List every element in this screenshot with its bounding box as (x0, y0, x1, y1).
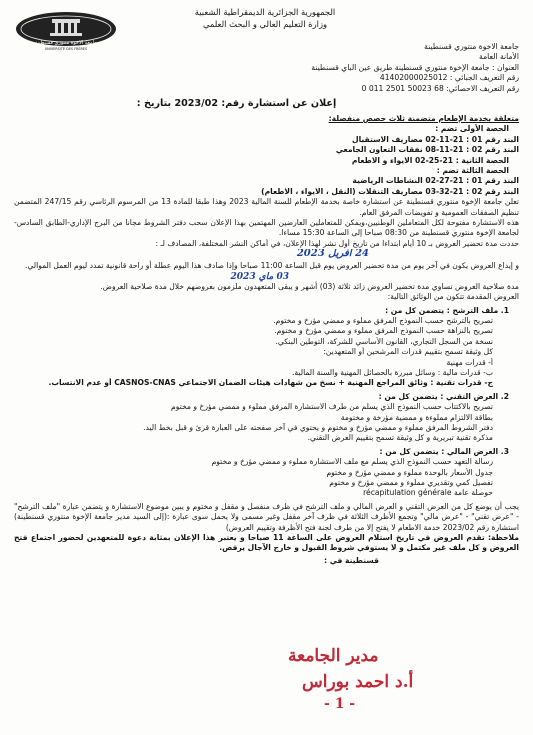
republic-heading: الجمهورية الجزائرية الديمقراطية الشعبية (194, 7, 336, 17)
org-stat-id: رقم التعريف الاحصائي: 68 50023 2501 011 0 (361, 83, 519, 93)
closing-note: ملاحظة: تقدم العروض في تاريخ استلام العروض على الساعة 11 صباحا و يعتبر هذا الإعلان بمثابة دعوة للمتعهدين لحضور اجتماع فتح العروض و كل ملف غير مكتمل و لا يستوفي شروط القبول و خارج الآجال يرفض. (14, 533, 519, 553)
lot-1-item-1: البند رقم 01 : 21-11-02 مصاريف الاستقبال (351, 134, 519, 144)
letterhead (150, 6, 380, 30)
paragraph-documents-intro: العروض المقدمة تتكون من الوثائق التالية: (387, 292, 519, 302)
svg-text:جامعة الاخوة منتوري قسنطينة: جامعة الاخوة منتوري قسنطينة (34, 40, 98, 46)
paragraph-duration: حددت مدة تحضير العروض بـ 10 أيام ابتداءا من تاريخ أول نشر لهذا الإعلان، في أماكن النشر المختلفة، المصادف لـ : (155, 238, 519, 248)
svg-text:UNIVERSITÉ DES FRÈRES: UNIVERSITÉ DES FRÈRES (44, 47, 88, 51)
candidature-item: ج- قدرات تقنية : وثائق المراجع المهنية + نسخ من شهادات هيئات الضمان الاجتماعي CASNOS-CNAS أو عدم الانتساب. (48, 378, 493, 388)
director-stamp (288, 646, 428, 726)
paragraph-validity: مدة صلاحية العروض تساوي مدة تحضير العروض زائد ثلاثة (03) أشهر و يبقى المتعهدون ملزمون بعروضهم خلال مدة صلاحية العروض. (100, 281, 519, 291)
lot-3-item-2: البند رقم 02 : 21-32-03 مصاريف التنقلات (النقل ، الايواء ، الاطعام) (261, 186, 519, 196)
financial-item: تفصيل كمي وتقديري مملوء و ممضي مؤرخ و مختوم (329, 478, 493, 487)
lot-1-label: الحصة الأولى تضم : (435, 124, 509, 134)
paragraph-open-consultation: هذه الاستشارة مفتوحة لكل المتعاملين الوطنيين،ويمكن للمتعاملين العارضين المهتمين بهذا الإعلان سحب دفتر الشروط مجانا من البرج الإداري-الطابق السادس- لجامعة الإخوة منتوري قسنطينة من 08:30 صباحا إلى الساعة 15:30 مساءا. (14, 218, 519, 238)
lot-3-label: الحصة الثالثة تضم : (436, 166, 509, 176)
lot-3-item-1: البند رقم 01 : 21-27-02 النشاطات الرياضية (352, 176, 519, 186)
org-secretariat: الأمانة العامة (479, 52, 519, 62)
handwritten-first-publication-date: 24 أفريل 2023 (296, 249, 369, 260)
lot-1-item-2: البند رقم 02 : 21-11-08 نفقات التعاون الجامعي (335, 145, 519, 155)
technical-item: تصريح بالاكتتاب حسب النموذج الذي يسلم من طرف الاستشارة المرفق مملوء و ممضي مؤرخ و مختوم (171, 402, 493, 412)
section-financial-title: 3. العرض المالي : يتضمن كل من : (379, 446, 509, 456)
signature-place-date: قسنطينة في : (324, 555, 379, 565)
candidature-item: أ- قدرات مهنية (446, 357, 493, 367)
candidature-item: نسخة من السجل التجاري، القانون الأساسي للشركة، التوطين البنكي. (275, 336, 493, 346)
lot-2-label: الحصة الثانية : 21-25-02 الايواء و الاطعام (351, 155, 509, 165)
technical-item: دفتر الشروط المرفق مملوء و ممضي مؤرخ و مختوم و يحتوي في آخر صفحته على العبارة قرئ و قبل بخط اليد. (143, 422, 493, 432)
section-candidature-title: 1. ملف الترشح : يتضمن كل من : (385, 305, 509, 315)
paragraph-intro: تعلن جامعة الإخوة منتوري قسنطينة عن استشارة خاصة بخدمة الإطعام للسنة المالية 2023 وهذا طبقا للمادة 13 من المرسوم الرئاسي رقم 247/15 المتضمن تنظيم الصفقات العمومية و تفويضات المرفق العام. (14, 197, 520, 217)
financial-item: جدول الأسعار بالوحدة مملوء و ممضي مؤرخ و مختوم (326, 467, 493, 477)
subject-line: متعلقة بخدمة الإطعام متضمنة ثلاث حصص منفصلة: (328, 114, 519, 123)
candidature-item: ب- قدرات مالية : وسائل مبررة بالحصائل المهنية والسنة المالية. (292, 367, 493, 377)
org-address: العنوان : جامعة الإخوة منتوري قسنطينة طريق عين الباي قسنطينة (311, 62, 519, 72)
announcement-title: إعلان عن استشارة رقم: 2023/02 بتاريخ : (136, 98, 337, 109)
org-name: جامعة الاخوة منتوري قسنطينة (424, 42, 519, 51)
technical-item: مذكرة تقنية تبريرية و كل وثيقة تسمح بتقييم العرض التقني. (307, 433, 493, 443)
financial-item: حوصلة عامة récapitulation générale (363, 488, 493, 498)
handwritten-deposit-row (14, 272, 519, 282)
handwritten-deposit-date: 03 ماي 2023 (230, 271, 289, 282)
candidature-item: تصريح بالنزاهة حسب النموذج المرفق مملوء و ممضي مؤرخ و مختوم. (274, 326, 493, 336)
stamp-page-number: - 1 - (324, 696, 356, 712)
closing-envelope-instructions: يجب أن يوضع كل من العرض التقني و العرض المالي و ملف الترشح في ظرف منفصل و مقفل و مختوم و يبين موضوع الاستشارة و يتضمن عبارة "ملف الترشح" - "عرض تقني" - "عرض مالي" وتجمع الأظرف الثلاثة في ظرف آخر مقفل وغير مسمى ولا يحمل سوى عبارة :(إلى السيد مدير جامعة الإخوة منتوري قسنطينة) استشارة رقم 2023/02 خدمة الاطعام لا يفتح إلا من طرف لجنة فتح الأظرفة وتقييم العروض) (14, 501, 519, 532)
technical-item: بطاقة الالتزام مملوءة و ممضية مؤرخة و مختومة (340, 412, 493, 422)
candidature-item: كل وثيقة تسمح بتقييم قدرات المرشحين أو المتعهدين: (323, 347, 493, 357)
paragraph-deposit: و إيداع العروض يكون في آخر يوم من مدة تحضير العروض يوم قبل الساعة 11:00 صباحا وإذا صادف هذا اليوم عطلة أو راحة قانونية تمدد ليوم العمل الموالي. (25, 261, 519, 271)
financial-item: رسالة التعهد حسب النموذج الذي يسلم مع ملف الاستشارة مملوء و ممضي مؤرخ و مختوم (211, 457, 493, 467)
section-financial-offer (14, 447, 519, 499)
stamp-director-name: أ.د احمد بوراس (302, 672, 414, 692)
section-technical-offer (14, 392, 519, 444)
handwritten-first-date-row (14, 249, 519, 261)
section-technical-title: 2. العرض التقني : يتضمن كل من : (378, 391, 509, 401)
org-block (14, 42, 519, 94)
candidature-item: تصريح بالترشح حسب النموذج المرفق مملوء و ممضي مؤرخ و مختوم. (273, 315, 493, 325)
announcement-body (14, 114, 519, 566)
stamp-title: مدير الجامعة (288, 646, 379, 666)
ministry-heading: وزارة التعليم العالي و البحث العلمي (202, 19, 328, 29)
org-tax-id: رقم التعريف الجبائي : 41402000025012 (379, 73, 519, 83)
section-candidature (14, 306, 519, 389)
